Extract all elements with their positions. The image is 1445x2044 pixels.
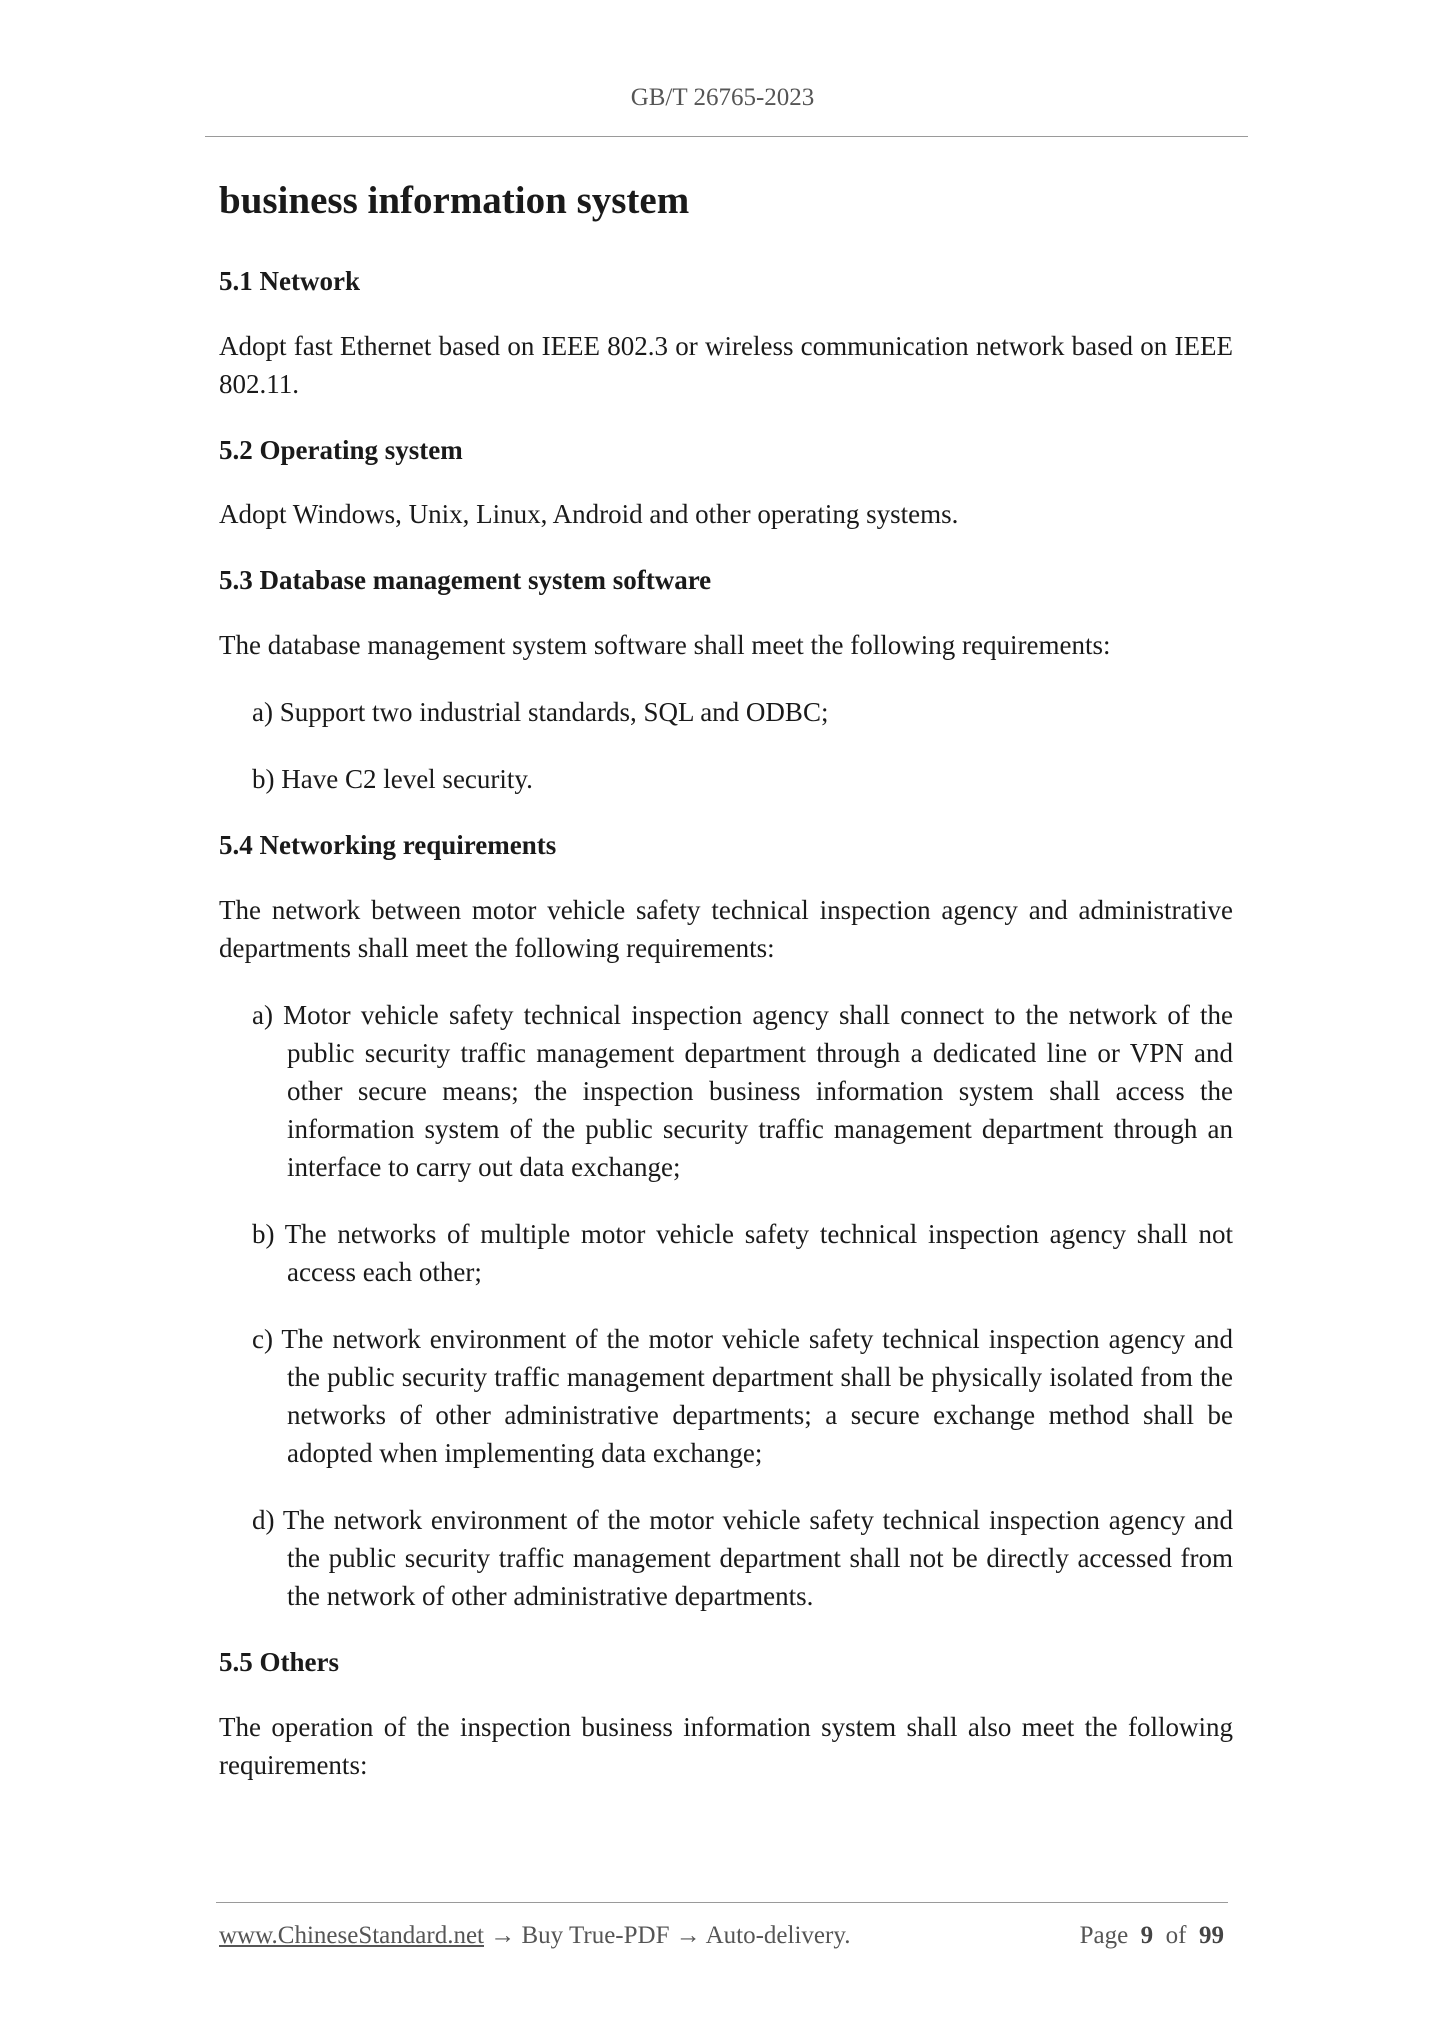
page-label: Page <box>1079 1922 1129 1949</box>
list-item: b) The networks of multiple motor vehicle safety technical inspection agency shall not access each other; <box>252 1218 1233 1287</box>
section-intro-5-5: The operation of the inspection business information system shall also meet the following requirements: <box>219 1711 1233 1780</box>
section-heading-5-1: 5.1 Network <box>219 265 360 296</box>
site-link[interactable]: www.ChineseStandard.net <box>219 1922 484 1949</box>
section-text-5-2: Adopt Windows, Unix, Linux, Android and other operating systems. <box>219 499 959 530</box>
arrow-right-icon: → <box>675 1922 701 1949</box>
page-number <box>1080 1922 1224 1950</box>
list-item: a) Motor vehicle safety technical inspection agency shall connect to the network of the public security traffic management department through a dedicated line or VPN and other secure means; the inspection business information system shall access the information system of the public security traffic management department through an interface to carry out data exchange; <box>252 999 1233 1182</box>
page-of-label: of <box>1165 1922 1187 1949</box>
section-text-5-1: Adopt fast Ethernet based on IEEE 802.3 or wireless communication network based on IEEE 802.11. <box>219 330 1233 399</box>
section-intro-5-4: The network between motor vehicle safety technical inspection agency and administrative departments shall meet the following requirements: <box>219 894 1233 963</box>
section-heading-5-3: 5.3 Database management system software <box>219 565 712 596</box>
header-divider <box>205 136 1248 137</box>
header-standard-code: GB/T 26765-2023 <box>630 84 815 111</box>
list-item: a) Support two industrial standards, SQL and ODBC; <box>252 697 829 728</box>
auto-delivery-text: Auto-delivery. <box>705 1922 851 1949</box>
page-content <box>219 178 1233 1813</box>
buy-pdf-text: Buy True-PDF <box>521 1922 670 1949</box>
list-item: b) Have C2 level security. <box>252 764 533 795</box>
chapter-title: business information system <box>219 179 690 222</box>
list-item: d) The network environment of the motor vehicle safety technical inspection agency and the public security traffic management department shall not be directly accessed from the network of other administrative departments. <box>252 1504 1233 1611</box>
footer-divider <box>216 1902 1228 1903</box>
list-item: c) The network environment of the motor vehicle safety technical inspection agency and the public security traffic management department shall be physically isolated from the networks of other administrative departments; a secure exchange method shall be adopted when implementing data exchange; <box>252 1323 1233 1468</box>
section-heading-5-2: 5.2 Operating system <box>219 434 463 465</box>
arrow-right-icon: → <box>490 1922 516 1949</box>
section-heading-5-4: 5.4 Networking requirements <box>219 830 557 861</box>
page-current: 9 <box>1140 1922 1154 1949</box>
footer-promo <box>219 1922 850 1950</box>
section-intro-5-3: The database management system software shall meet the following requirements: <box>219 630 1111 661</box>
section-heading-5-5: 5.5 Others <box>219 1646 339 1677</box>
page-total: 99 <box>1199 1922 1224 1949</box>
